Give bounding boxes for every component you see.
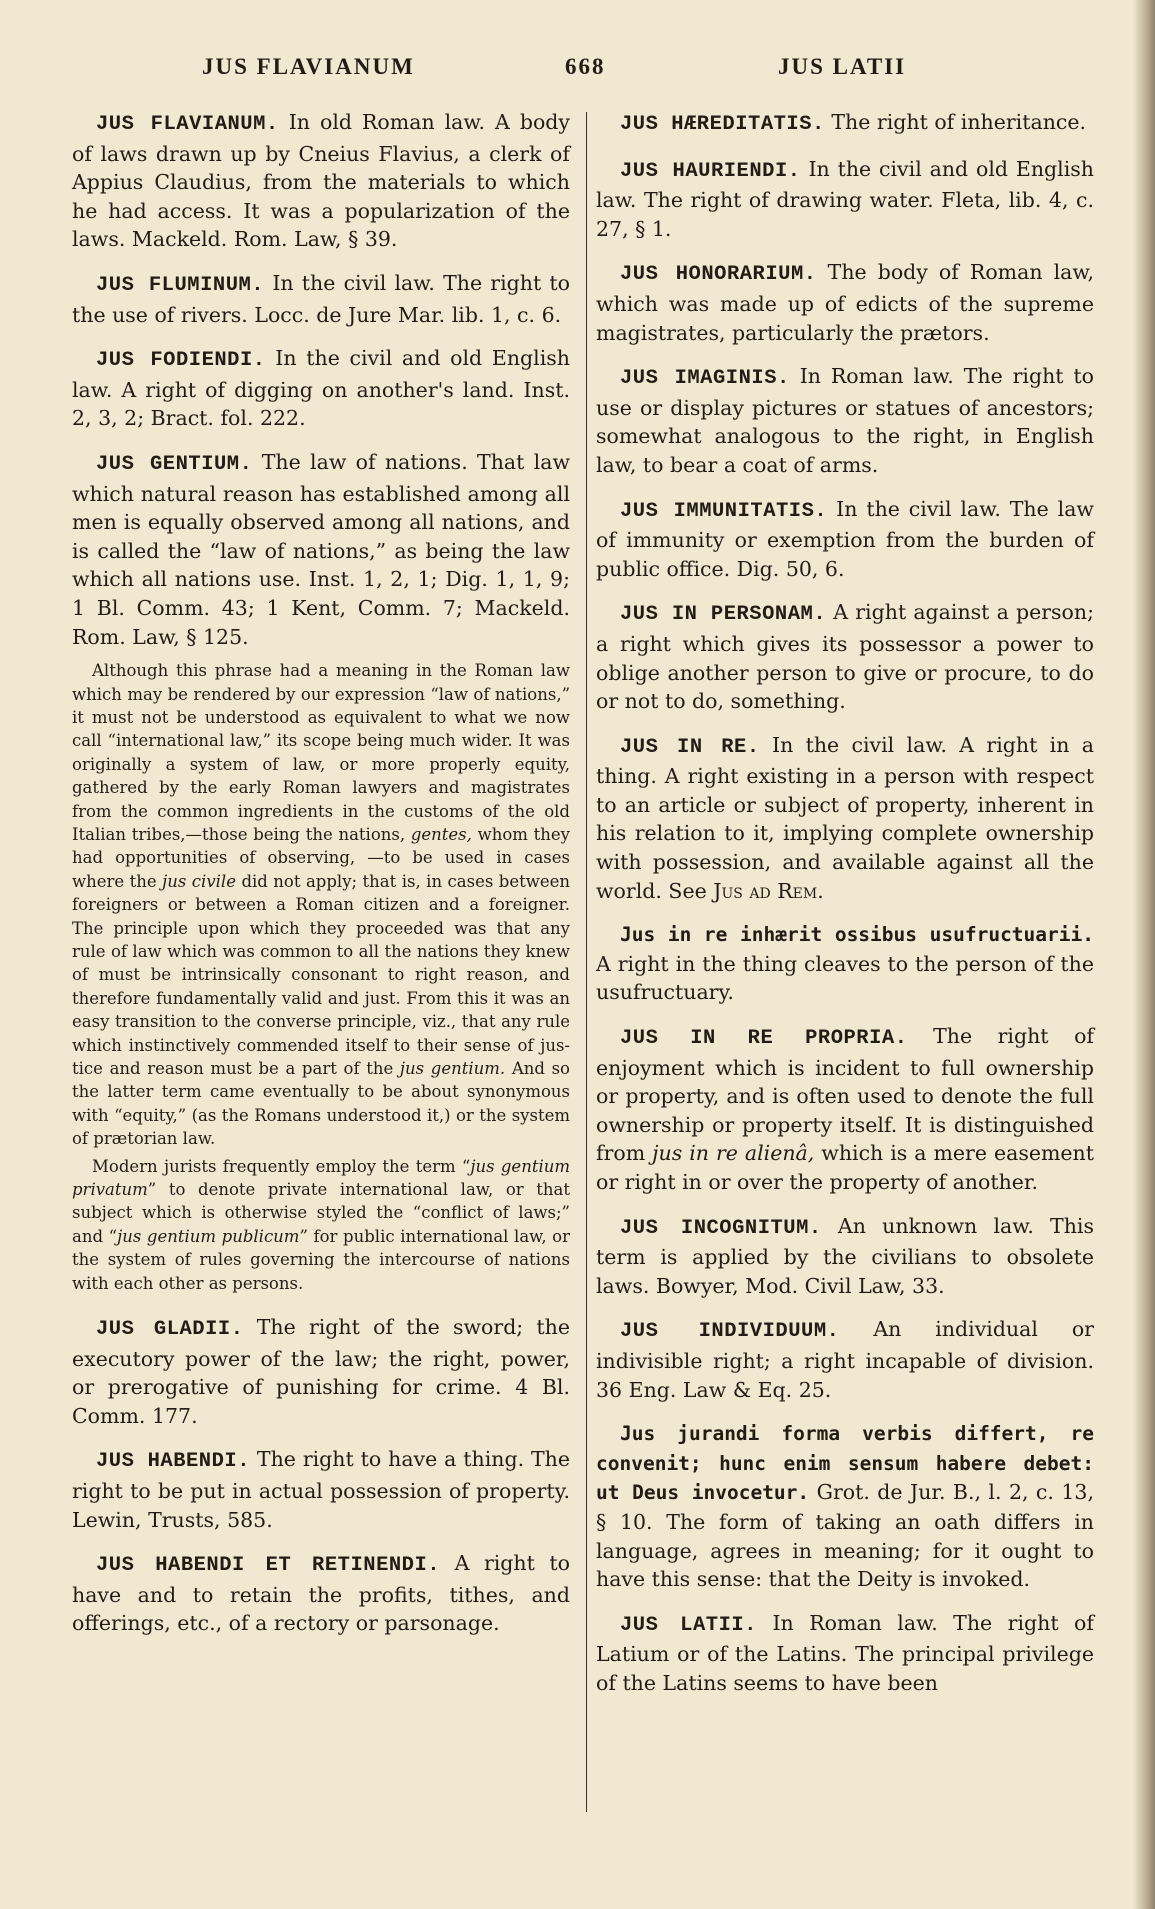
definition: The right of inheritance. — [831, 110, 1087, 134]
entry-jus-immunitatis — [596, 495, 1094, 584]
definition: An individual or indivisible right; a right incapable of division. 36 Eng. Law & Eq. 25. — [596, 1317, 1094, 1402]
entry-jus-honorarium — [596, 258, 1094, 347]
headword: JUS INCOGNITUM. — [620, 1216, 822, 1240]
headword: JUS HÆREDITATIS. — [620, 113, 825, 136]
headword: JUS INDIVIDUUM. — [620, 1320, 840, 1344]
entry-jus-in-re-propria — [596, 1022, 1094, 1197]
entry-jus-habendi-et-retinendi — [72, 1549, 570, 1638]
page-edge-shadow — [1133, 0, 1155, 1909]
cross-reference: Jus ad Rem. — [713, 878, 824, 903]
right-column — [596, 108, 1094, 1713]
definition: The right to have a thing. The right to be put in actual possession of property. Lewin, Trusts, 585. — [72, 1447, 570, 1532]
entry-jus-habendi — [72, 1445, 570, 1534]
definition: The law of nations. That law which natural reason has established among all men is equally observed among all nations, and is called the “law of nations,” as being the law which all nations use. Inst. 1, 2, 1; Dig. 1, 1, 9; 1 Bl. Comm. 43; 1 Kent, Comm. 7; Mackeld. Rom. Law, § 125. — [72, 449, 570, 649]
maxim-headword: Jus in re inhærit ossibus usufructuarii. — [620, 923, 1094, 947]
headword: JUS HABENDI ET RETINENDI. — [96, 1554, 441, 1578]
entry-jus-flavianum — [72, 108, 570, 254]
jus-gentium-note — [72, 659, 570, 1295]
entry-jus-fluminum — [72, 269, 570, 329]
header-left-guide-word: JUS FLAVIANUM — [202, 54, 415, 79]
maxim-headword: Jus jurandi forma verbis differt, re convenit; hunc enim sensum habere debet: ut Deus invocetur. — [596, 1422, 1094, 1505]
entry-jus-haereditatis — [596, 108, 1094, 140]
headword: JUS HABENDI. — [96, 1450, 251, 1474]
entry-jus-gentium — [72, 448, 570, 651]
headword: JUS LATII. — [620, 1613, 757, 1637]
headword: JUS IMMUNITATIS. — [620, 499, 828, 523]
definition: An unknown law. This term is applied by the civilians to obsolete laws. Bowyer, Mod. Civil Law, 33. — [596, 1213, 1094, 1298]
definition: The body of Roman law, which was made up of edicts of the supreme magistrates, particularly the prætors. — [596, 260, 1094, 345]
headword: JUS IN RE PROPRIA. — [620, 1027, 908, 1051]
headword: JUS HONORARIUM. — [620, 263, 817, 287]
headword: JUS FLAVIANUM. — [96, 113, 279, 136]
italic-term: jus in re alienâ, — [652, 1141, 815, 1166]
definition: In Roman law. The right of Latium or of the Latins. The principal privilege of the Latins seems to have been — [596, 1610, 1094, 1695]
definition: In old Roman law. A body of laws drawn up by Cneius Flavius, a clerk of Appius Claudius, from the materials to which he had access. It was a popularization of the laws. Mackeld. Rom. Law, § 39. — [72, 110, 570, 252]
entry-maxim-jus-in-re-inhaerit — [596, 920, 1094, 1007]
definition: In the civil law. A right in a thing. A right existing in a person with respect to an article or subject of property, inherent in his relation to it, implying complete ownership with possession, and available against all the world. See — [596, 732, 1094, 903]
left-column — [72, 108, 570, 1653]
entry-jus-individuum — [596, 1315, 1094, 1404]
note-paragraph: Although this phrase had a meaning in the Roman law which may be rendered by our expression “law of nations,” it must not be understood as equivalent to what we now call “international law,” its scope being much wider. It was originally a system of law, or more properly equity, gathered by the early Roman lawyers and magistrates from the common ingredients in the customs of the old Italian tribes,—those being the nations, gentes, whom they had opportunities of observing, —to be used in cases where the jus civile did not apply; that is, in cases between foreigners or between a Roman citizen and a foreigner. The principle upon which they proceeded was that any rule of law which was common to all the nations they knew of must be intrinsically consonant to right reason, and therefore fundamentally valid and just. From this it was an easy transition to the converse principle, viz., that any rule which instinctively commended itself to their sense of justice and reason must be a part of the jus gentium. And so the latter term came eventually to be about synonymous with “equity,” (as the Romans understood it,) or the system of prætorian law. — [72, 661, 571, 1149]
entry-jus-in-re — [596, 731, 1094, 906]
headword: JUS IN RE. — [620, 735, 760, 759]
entry-jus-in-personam — [596, 598, 1094, 715]
entry-maxim-jus-jurandi — [596, 1419, 1094, 1594]
headword: JUS IMAGINIS. — [620, 367, 790, 391]
header-right-guide-word: JUS LATII — [778, 54, 907, 79]
definition: A right to have and to retain the profits, tithes, and offerings, etc., of a rectory or parsonage. — [72, 1551, 570, 1636]
headword: JUS IN PERSONAM. — [620, 603, 827, 627]
definition: In the civil and old English law. The right of drawing water. Fleta, lib. 4, c. 27, § 1. — [596, 156, 1094, 241]
entry-jus-incognitum — [596, 1212, 1094, 1301]
headword: JUS GLADII. — [96, 1318, 244, 1342]
definition: The right of enjoyment which is incident to full ownership or property, and is often used to denote the full ownership or property itself. It is distinguished from — [596, 1024, 1094, 1166]
definition: A right in the thing cleaves to the person of the usufructuary. — [596, 951, 1094, 1005]
entry-jus-hauriendi — [596, 155, 1094, 244]
entry-jus-latii — [596, 1609, 1094, 1698]
headword: JUS FODIENDI. — [96, 349, 266, 373]
definition: In the civil law. The right to the use of rivers. Locc. de Jure Mar. lib. 1, c. 6. — [72, 270, 570, 327]
page-number: 668 — [565, 54, 606, 79]
definition: The right of the sword; the executory power of the law; the right, power, or prerogative of punishing for crime. 4 Bl. Comm. 177. — [72, 1315, 570, 1428]
running-head — [70, 54, 1100, 88]
definition: A right against a person; a right which gives its possessor a power to oblige another person to give or procure, to do or not to do, something. — [596, 600, 1094, 714]
headword: JUS FLUMINUM. — [96, 273, 265, 297]
headword: JUS HAURIENDI. — [620, 159, 801, 183]
definition: In the civil and old English law. A right of digging on another's land. Inst. 2, 3, 2; Bract. fol. 222. — [72, 346, 570, 431]
column-divider — [586, 112, 587, 1812]
note-paragraph: Modern jurists frequently employ the term “jus gentium privatum” to denote private international law, or that subject which is otherwise styled the “conflict of laws;” and “jus gentium publicum” for public international law, or the system of rules governing the intercourse of nations with each other as persons. — [72, 1156, 570, 1293]
definition: Grot. de Jur. B., l. 2, c. 13, § 10. The form of taking an oath differs in language, agrees in meaning; for it ought to have this sense: that the Deity is invoked. — [596, 1480, 1094, 1592]
definition: In the civil law. The law of immunity or exemption from the burden of public office. Dig. 50, 6. — [596, 496, 1094, 581]
headword: JUS GENTIUM. — [96, 452, 253, 476]
entry-jus-fodiendi — [72, 344, 570, 433]
entry-jus-imaginis — [596, 362, 1094, 479]
entry-jus-gladii — [72, 1313, 570, 1430]
definition: In Roman law. The right to use or display pictures or statues of ancestors; somewhat analogous to the right, in English law, to bear a coat of arms. — [596, 364, 1094, 477]
definition-continued: which is a mere easement or right in or over the property of another. — [596, 1141, 1094, 1194]
